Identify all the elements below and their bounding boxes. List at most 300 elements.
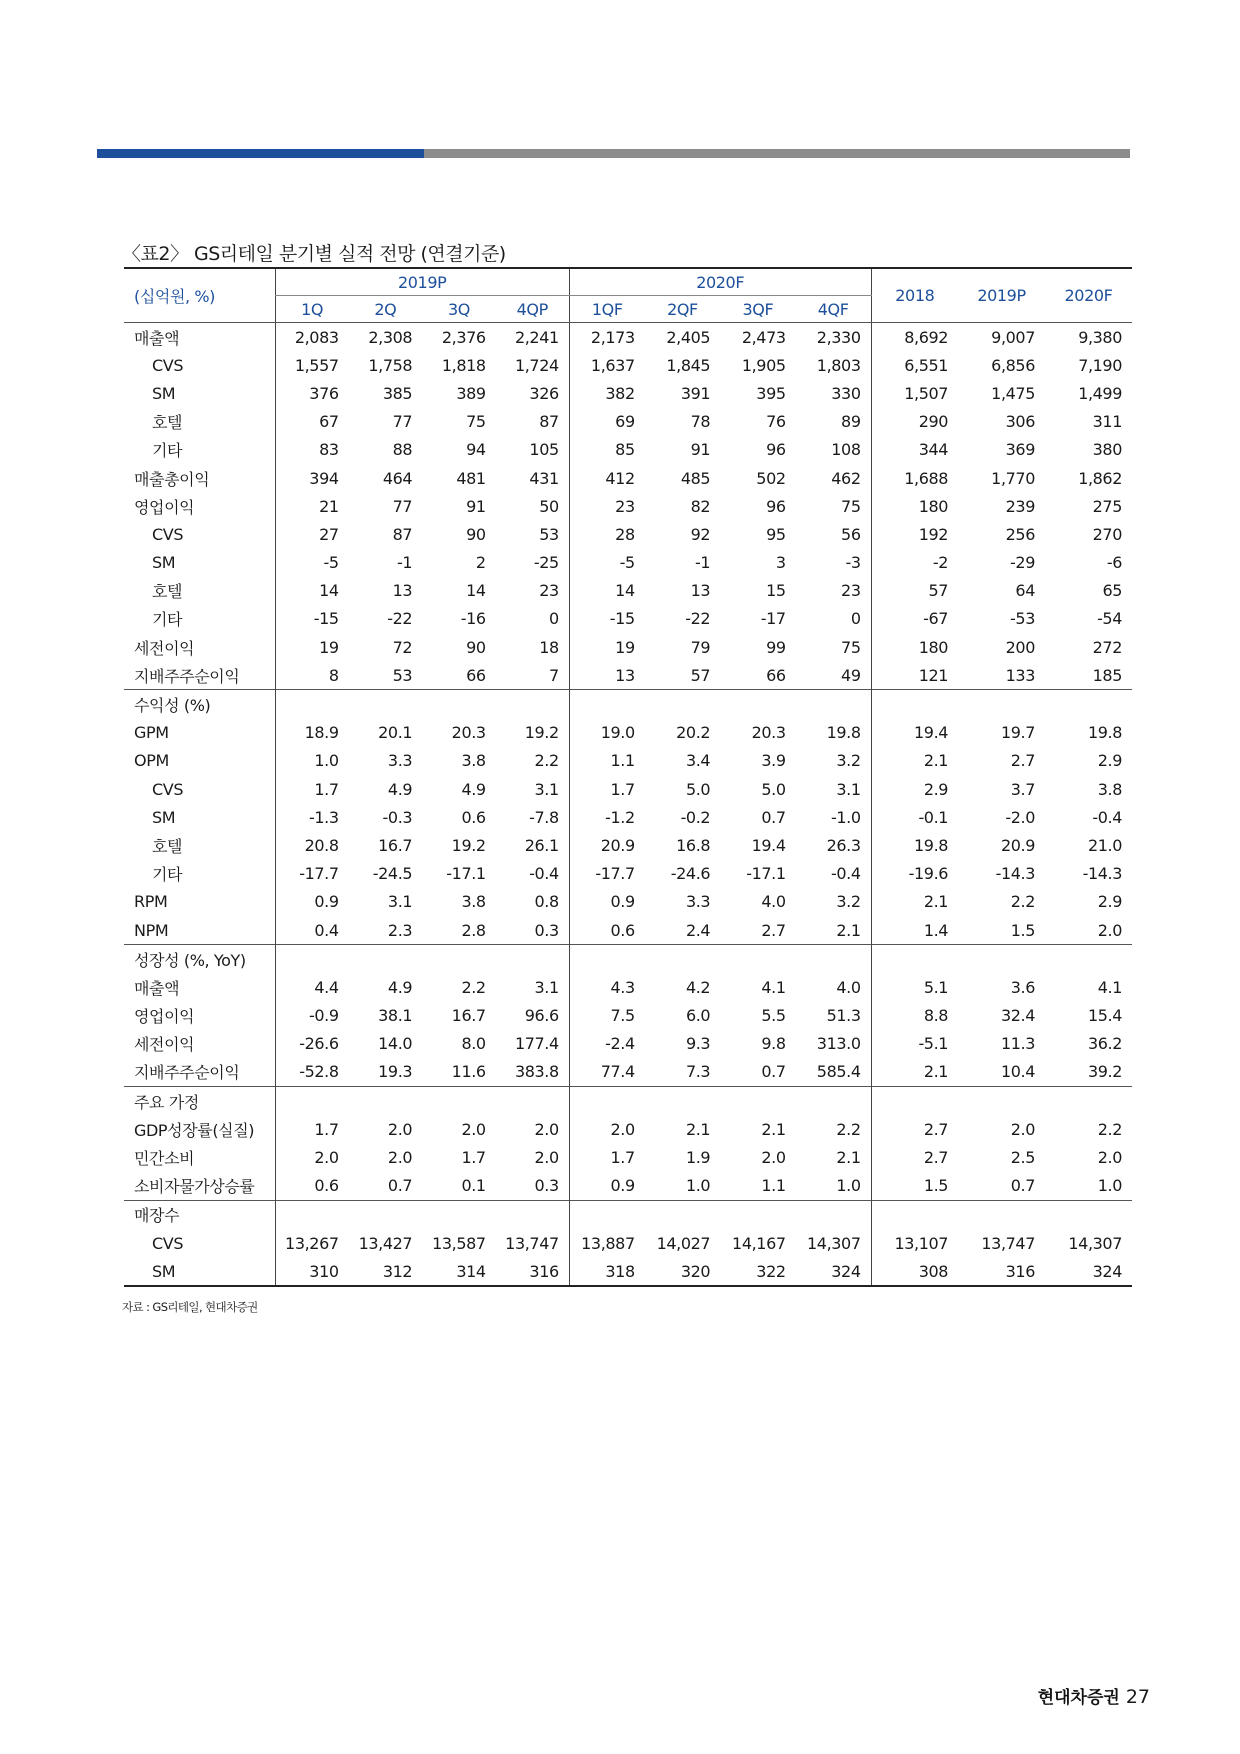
- table-cell: -15: [275, 605, 349, 633]
- table-cell: 1,557: [275, 351, 349, 379]
- table-cell: 185: [1092, 665, 1122, 685]
- table-cell: 96.6: [524, 1006, 559, 1026]
- table-cell: 105: [529, 440, 559, 460]
- table-cell: 1.7: [275, 1115, 349, 1143]
- row-label: GDP성장률(실질): [134, 1120, 255, 1140]
- table-cell: 2,308: [368, 327, 413, 347]
- table-cell: 464: [382, 468, 413, 488]
- table-cell: 95: [766, 524, 786, 544]
- table-row: [124, 1030, 1132, 1058]
- table-cell: 13: [569, 661, 644, 690]
- table-row: [124, 408, 1132, 436]
- empty-cell: [645, 945, 720, 974]
- empty-cell: [645, 690, 720, 719]
- table-cell: 53: [392, 665, 413, 685]
- table-cell: 6,856: [991, 355, 1035, 375]
- table-cell: 380: [1092, 440, 1122, 460]
- table-cell: 4.9: [387, 779, 413, 799]
- table-cell: 96: [766, 440, 786, 460]
- table-cell: 6,551: [871, 351, 958, 379]
- table-cell: -1: [695, 553, 711, 573]
- section-heading-row: [124, 945, 1132, 974]
- table-cell: 2.0: [461, 1119, 486, 1139]
- table-cell: 1.7: [275, 775, 349, 803]
- table-cell: 2.0: [569, 1115, 644, 1143]
- table-cell: 14: [569, 577, 644, 605]
- table-cell: 5.0: [761, 779, 786, 799]
- table-cell: 0.7: [761, 807, 786, 827]
- row-label: 지배주주순이익: [134, 666, 240, 686]
- empty-cell: [275, 1087, 349, 1116]
- table-cell: 389: [456, 383, 486, 403]
- group-header-2019p: 2019P: [275, 268, 569, 296]
- table-cell: 1.4: [871, 916, 958, 945]
- table-cell: 5.1: [871, 973, 958, 1001]
- table-row: [124, 379, 1132, 407]
- table-cell: 3.3: [685, 892, 711, 912]
- table-cell: 2.3: [387, 920, 413, 940]
- table-cell: 64: [1015, 581, 1035, 601]
- top-color-bar: [97, 149, 1130, 158]
- section-heading: 주요 가정: [124, 1087, 275, 1116]
- table-cell: -22: [685, 609, 711, 629]
- table-cell: 2.0: [534, 1148, 559, 1168]
- table-cell: 78: [690, 412, 711, 432]
- table-cell: 66: [466, 665, 486, 685]
- row-label: 기타: [152, 441, 183, 461]
- table-cell: 3.2: [836, 892, 861, 912]
- table-cell: 2.0: [534, 1119, 559, 1139]
- table-cell: -17.1: [746, 864, 786, 884]
- table-cell: 1,724: [514, 355, 559, 375]
- table-cell: 14,307: [1068, 1233, 1122, 1253]
- table-cell: 1,770: [991, 468, 1035, 488]
- table-cell: 0.9: [569, 888, 644, 916]
- table-cell: 91: [690, 440, 711, 460]
- quarter-header: 1Q: [275, 296, 349, 323]
- table-cell: 1,637: [569, 351, 644, 379]
- table-cell: 3.2: [836, 751, 861, 771]
- table-cell: 2.7: [1010, 751, 1035, 771]
- table-cell: 275: [1092, 496, 1122, 516]
- table-cell: 2,405: [666, 327, 711, 347]
- table-cell: 20.9: [1000, 835, 1035, 855]
- table-row: [124, 916, 1132, 945]
- table-cell: 16.8: [676, 835, 711, 855]
- table-cell: 2.1: [761, 1119, 786, 1139]
- table-cell: 7,190: [1078, 355, 1122, 375]
- table-cell: 92: [690, 524, 711, 544]
- table-cell: 19: [275, 633, 349, 661]
- table-cell: 320: [645, 1257, 720, 1286]
- table-cell: 8.0: [461, 1034, 486, 1054]
- table-cell: 15: [766, 581, 786, 601]
- table-row: [124, 1143, 1132, 1171]
- table-cell: 2.1: [685, 1119, 711, 1139]
- row-label: SM: [152, 807, 176, 827]
- table-cell: 121: [871, 661, 958, 690]
- table-row: [124, 1058, 1132, 1087]
- table-cell: 13,747: [981, 1233, 1035, 1253]
- table-cell: 79: [690, 637, 711, 657]
- table-cell: 14,167: [732, 1233, 786, 1253]
- table-cell: 0.1: [461, 1176, 486, 1196]
- table-cell: 13,587: [432, 1233, 486, 1253]
- table-cell: 20.3: [451, 723, 486, 743]
- table-cell: 369: [1005, 440, 1035, 460]
- table-cell: 2.0: [1010, 1119, 1035, 1139]
- table-cell: 8.8: [871, 1002, 958, 1030]
- table-cell: 2.7: [761, 920, 786, 940]
- table-cell: 2.1: [871, 747, 958, 775]
- table-cell: 239: [1005, 496, 1035, 516]
- table-cell: 3.8: [461, 751, 486, 771]
- table-cell: 0.3: [534, 1176, 559, 1196]
- table-cell: 308: [871, 1257, 958, 1286]
- table-cell: 4.0: [836, 977, 861, 997]
- table-cell: 1.1: [761, 1176, 786, 1196]
- table-cell: -24.5: [372, 864, 413, 884]
- table-cell: 13: [392, 581, 413, 601]
- earnings-table: [124, 267, 1132, 1287]
- table-cell: 19.0: [569, 719, 644, 747]
- table-cell: 77.4: [569, 1058, 644, 1087]
- quarter-header: 4QP: [496, 296, 570, 323]
- table-cell: 5.0: [685, 779, 711, 799]
- empty-cell: [796, 690, 871, 719]
- row-label: NPM: [134, 920, 169, 940]
- table-row: [124, 747, 1132, 775]
- table-cell: 76: [766, 412, 786, 432]
- empty-cell: [349, 945, 423, 974]
- section-heading-row: [124, 1087, 1132, 1116]
- table-cell: 3.1: [836, 779, 861, 799]
- row-label: GPM: [134, 723, 169, 743]
- page-number: 27: [1125, 1686, 1150, 1708]
- table-cell: 8,692: [871, 323, 958, 352]
- table-cell: -5.1: [871, 1030, 958, 1058]
- table-cell: 14: [275, 577, 349, 605]
- footer-brand: 현대차증권: [1037, 1688, 1120, 1708]
- table-cell: 313.0: [816, 1034, 861, 1054]
- empty-cell: [422, 1087, 496, 1116]
- table-cell: 3.3: [387, 751, 413, 771]
- table-cell: 1.7: [569, 775, 644, 803]
- table-cell: 462: [831, 468, 861, 488]
- table-cell: -26.6: [275, 1030, 349, 1058]
- table-cell: 180: [871, 633, 958, 661]
- source-note: 자료 : GS리테일, 현대차증권: [122, 1300, 258, 1314]
- table-cell: 272: [1092, 637, 1122, 657]
- table-cell: -0.4: [529, 864, 559, 884]
- table-cell: 2.5: [1010, 1148, 1035, 1168]
- table-cell: 177.4: [514, 1034, 559, 1054]
- table-cell: 87: [539, 412, 559, 432]
- table-cell: 56: [841, 524, 861, 544]
- table-cell: 11.6: [451, 1062, 486, 1082]
- table-row: [124, 351, 1132, 379]
- empty-cell: [720, 690, 795, 719]
- table-cell: -5: [569, 549, 644, 577]
- table-cell: 2,473: [741, 327, 786, 347]
- table-cell: 0.3: [534, 920, 559, 940]
- table-row: [124, 492, 1132, 520]
- table-cell: 4.4: [275, 973, 349, 1001]
- table-cell: 4.2: [685, 977, 711, 997]
- table-row: [124, 719, 1132, 747]
- table-cell: 4.1: [761, 977, 786, 997]
- row-label: 호텔: [152, 413, 183, 433]
- table-cell: 200: [1005, 637, 1035, 657]
- section-heading: 수익성 (%): [124, 690, 275, 719]
- empty-cell: [496, 945, 570, 974]
- table-cell: 316: [958, 1257, 1045, 1286]
- quarter-header: 3QF: [720, 296, 795, 323]
- table-cell: -14.3: [995, 864, 1035, 884]
- empty-cell: [1045, 1087, 1132, 1116]
- table-cell: 306: [1005, 412, 1035, 432]
- table-cell: 13,427: [358, 1233, 413, 1253]
- table-cell: 20.9: [569, 831, 644, 859]
- table-cell: 26.3: [826, 835, 861, 855]
- table-cell: 3.1: [534, 779, 559, 799]
- table-cell: 4.9: [387, 977, 413, 997]
- table-cell: 2.0: [761, 1148, 786, 1168]
- table-cell: 19.8: [826, 723, 861, 743]
- table-cell: 2: [475, 553, 486, 573]
- table-cell: -24.6: [670, 864, 711, 884]
- table-cell: -15: [569, 605, 644, 633]
- table-cell: 9,380: [1078, 327, 1122, 347]
- table-cell: 3.4: [685, 751, 711, 771]
- table-cell: 85: [569, 436, 644, 464]
- table-cell: -0.1: [871, 803, 958, 831]
- table-cell: 2.0: [387, 1119, 413, 1139]
- empty-cell: [720, 1200, 795, 1229]
- table-cell: 8: [275, 661, 349, 690]
- empty-cell: [871, 1200, 958, 1229]
- table-row: [124, 1115, 1132, 1143]
- empty-cell: [496, 1200, 570, 1229]
- table-cell: 391: [680, 383, 711, 403]
- table-cell: 376: [275, 379, 349, 407]
- page-footer: [1038, 1683, 1150, 1708]
- table-body: [124, 323, 1132, 1287]
- table-cell: -0.9: [275, 1002, 349, 1030]
- table-cell: 57: [871, 577, 958, 605]
- table-cell: -7.8: [529, 807, 559, 827]
- table-cell: 2.0: [275, 1143, 349, 1171]
- table-row: [124, 661, 1132, 690]
- table-cell: 14.0: [378, 1034, 413, 1054]
- table-cell: 57: [690, 665, 711, 685]
- row-label: CVS: [152, 1233, 184, 1253]
- table-cell: 9.8: [761, 1034, 786, 1054]
- table-cell: 2.0: [1097, 920, 1122, 940]
- row-label: 기타: [152, 865, 183, 885]
- empty-cell: [871, 945, 958, 974]
- section-heading-row: [124, 690, 1132, 719]
- table-cell: -0.4: [830, 864, 861, 884]
- table-cell: 65: [1102, 581, 1122, 601]
- table-cell: 6.0: [685, 1006, 711, 1026]
- table-cell: 32.4: [1000, 1006, 1035, 1026]
- row-label: 기타: [152, 610, 183, 630]
- table-cell: 1.0: [685, 1176, 711, 1196]
- table-cell: 2.2: [1097, 1119, 1122, 1139]
- table-cell: 2.1: [871, 1058, 958, 1087]
- row-label: CVS: [152, 524, 184, 544]
- empty-cell: [958, 690, 1045, 719]
- table-cell: 14,027: [656, 1233, 711, 1253]
- row-label: CVS: [152, 355, 184, 375]
- table-cell: 2.4: [685, 920, 711, 940]
- empty-cell: [569, 690, 644, 719]
- table-cell: 3.1: [534, 977, 559, 997]
- table-row: [124, 633, 1132, 661]
- table-cell: 87: [392, 524, 413, 544]
- table-cell: 310: [275, 1257, 349, 1286]
- table-cell: 2.2: [836, 1119, 861, 1139]
- table-cell: 38.1: [378, 1006, 413, 1026]
- table-cell: 383.8: [514, 1062, 559, 1082]
- table-row: [124, 520, 1132, 548]
- table-cell: 330: [831, 383, 861, 403]
- table-cell: 2.8: [461, 920, 486, 940]
- table-cell: 2.9: [1097, 892, 1122, 912]
- table-cell: 2.1: [836, 920, 861, 940]
- table-cell: 4.0: [761, 892, 786, 912]
- quarter-header: 2Q: [349, 296, 423, 323]
- empty-cell: [720, 945, 795, 974]
- table-row: [124, 973, 1132, 1001]
- empty-cell: [422, 1200, 496, 1229]
- table-cell: 3.1: [387, 892, 413, 912]
- row-label: CVS: [152, 779, 184, 799]
- empty-cell: [645, 1200, 720, 1229]
- table-cell: 7: [548, 665, 559, 685]
- table-cell: 382: [569, 379, 644, 407]
- table-cell: 14,307: [807, 1233, 861, 1253]
- table-cell: 1,845: [666, 355, 711, 375]
- row-label: 세전이익: [134, 1035, 195, 1055]
- table-cell: 90: [466, 524, 486, 544]
- table-cell: 0.6: [569, 916, 644, 945]
- table-row: [124, 860, 1132, 888]
- table-cell: 3.8: [1097, 779, 1122, 799]
- empty-cell: [1045, 1200, 1132, 1229]
- row-label: 매출액: [134, 328, 180, 348]
- table-cell: -2.0: [1005, 807, 1035, 827]
- table-cell: 1,507: [871, 379, 958, 407]
- table-cell: 16.7: [451, 1006, 486, 1026]
- table-cell: 89: [841, 412, 861, 432]
- table-cell: 1.0: [275, 747, 349, 775]
- table-cell: 316: [496, 1257, 570, 1286]
- table-cell: 318: [569, 1257, 644, 1286]
- table-cell: 19.7: [1000, 723, 1035, 743]
- row-label: OPM: [134, 751, 169, 771]
- empty-cell: [958, 1087, 1045, 1116]
- table-cell: 270: [1092, 524, 1122, 544]
- row-label: 민간소비: [134, 1149, 195, 1169]
- row-label: 호텔: [152, 836, 183, 856]
- table-cell: 9,007: [991, 327, 1035, 347]
- table-cell: 1,905: [741, 355, 786, 375]
- table-cell: 27: [275, 520, 349, 548]
- table-row: [124, 605, 1132, 633]
- table-cell: 16.7: [378, 835, 413, 855]
- table-cell: 133: [1005, 665, 1035, 685]
- table-cell: 20.8: [275, 831, 349, 859]
- section-heading: 매장수: [124, 1200, 275, 1229]
- table-cell: 0.8: [534, 892, 559, 912]
- empty-cell: [569, 1200, 644, 1229]
- top-bar-gray-segment: [424, 149, 1130, 158]
- table-cell: 10.4: [1000, 1062, 1035, 1082]
- table-cell: 75: [841, 637, 861, 657]
- table-cell: 67: [275, 408, 349, 436]
- table-row: [124, 1002, 1132, 1030]
- table-cell: 1,862: [1078, 468, 1122, 488]
- table-cell: 314: [422, 1257, 496, 1286]
- empty-cell: [796, 1200, 871, 1229]
- table-cell: 311: [1092, 412, 1122, 432]
- table-cell: 385: [382, 383, 413, 403]
- table-cell: 26.1: [524, 835, 559, 855]
- empty-cell: [871, 1087, 958, 1116]
- table-cell: 1,758: [368, 355, 413, 375]
- table-cell: 0: [548, 609, 559, 629]
- table-cell: 1.9: [685, 1148, 711, 1168]
- table-cell: 1.1: [569, 747, 644, 775]
- table-cell: 344: [871, 436, 958, 464]
- table-cell: -29: [1010, 553, 1035, 573]
- table-cell: 1.5: [1010, 920, 1035, 940]
- table-cell: 23: [841, 581, 861, 601]
- quarter-header: 3Q: [422, 296, 496, 323]
- quarter-header: 4QF: [796, 296, 871, 323]
- table-cell: 2.9: [1097, 751, 1122, 771]
- table-row: [124, 1172, 1132, 1201]
- table-cell: 2,376: [441, 327, 486, 347]
- table-cell: 15.4: [1087, 1006, 1122, 1026]
- table-cell: 23: [569, 492, 644, 520]
- table-cell: 19: [569, 633, 644, 661]
- table-cell: 1,818: [441, 355, 486, 375]
- table-cell: -2: [871, 549, 958, 577]
- table-cell: 1,499: [1078, 383, 1122, 403]
- top-bar-blue-segment: [97, 149, 424, 158]
- table-cell: 485: [680, 468, 711, 488]
- table-title: 〈표2〉 GS리테일 분기별 실적 전망 (연결기준): [122, 243, 506, 265]
- table-cell: -19.6: [871, 860, 958, 888]
- empty-cell: [1045, 945, 1132, 974]
- table-row: [124, 775, 1132, 803]
- empty-cell: [349, 1087, 423, 1116]
- table-cell: -52.8: [275, 1058, 349, 1087]
- table-cell: -16: [460, 609, 486, 629]
- table-cell: 108: [831, 440, 861, 460]
- table-cell: 20.3: [751, 723, 786, 743]
- table-cell: 0.7: [761, 1062, 786, 1082]
- table-cell: 2.2: [461, 977, 486, 997]
- table-cell: 3.8: [461, 892, 486, 912]
- table-cell: 290: [871, 408, 958, 436]
- empty-cell: [422, 945, 496, 974]
- table-row: [124, 436, 1132, 464]
- table-cell: 21.0: [1087, 835, 1122, 855]
